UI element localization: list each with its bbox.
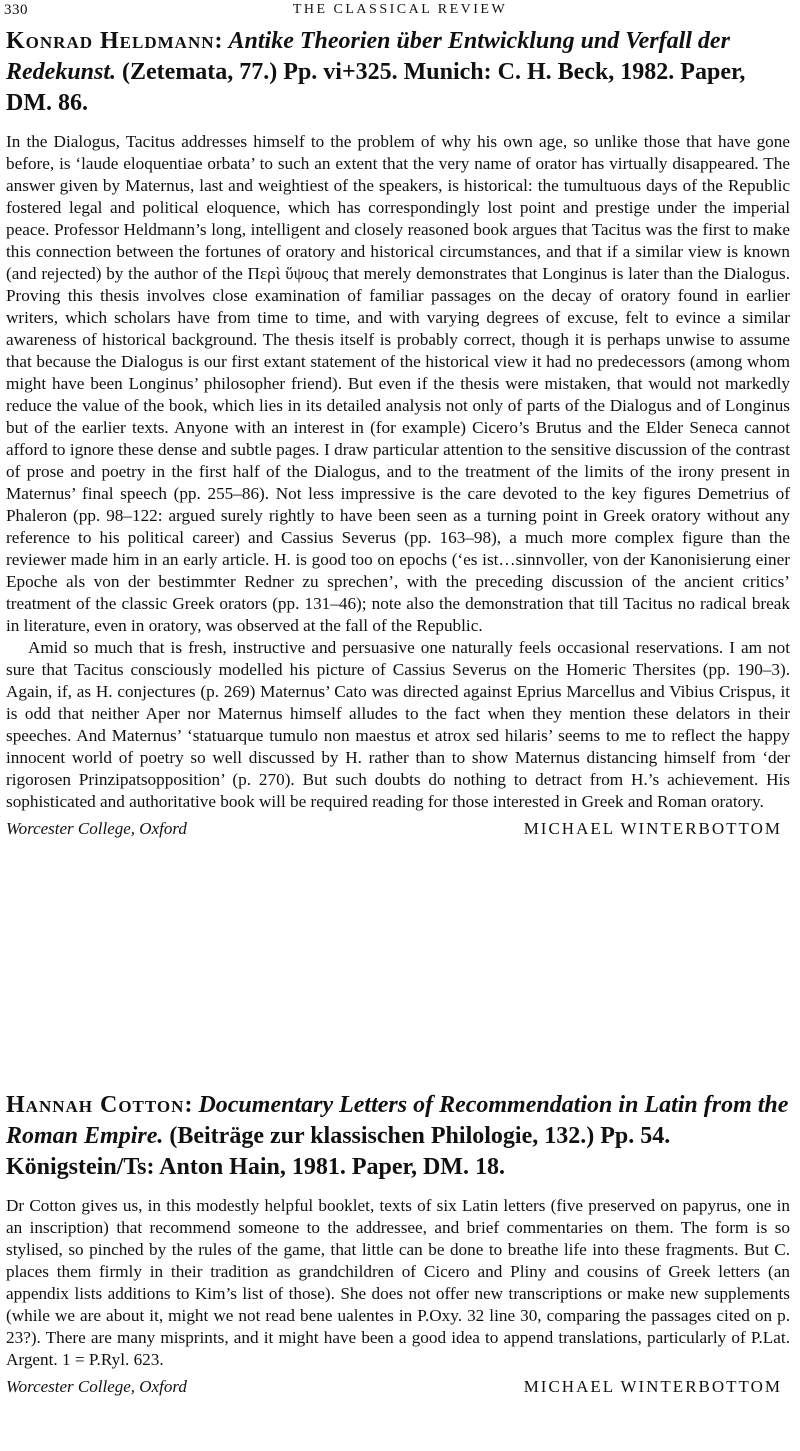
review-paragraph: Amid so much that is fresh, instructive and persuasive one naturally feels occasional reservations. I am not sure that Tacitus consciously modelled his picture of Cassius Severus on the Homeric Thersites (pp. 190–3). Again, if, as H. conjectures (p. 269) Maternus’ Cato was directed against Eprius Marcellus and Vibius Crispus, it is odd that neither Aper nor Maternus himself alludes to the fact when they mention these delators in their speeches. And Maternus’ ‘statuarque tumulo non maestus et atrox sed hilaris’ seems to me to reflect the happy innocent world of poetry so well discussed by H. rather than to show Maternus distancing himself from ‘der rigorosen Prinzipatsopposition’ (p. 270). But such doubts do nothing to detract from H.’s achievement. His sophisticated and authoritative book will be required reading for those interested in Greek and Roman oratory. — [6, 638, 790, 811]
reviewer-name: MICHAEL WINTERBOTTOM — [523, 1377, 782, 1396]
review-cotton — [6, 1090, 790, 1397]
review-paragraph: Dr Cotton gives us, in this modestly helpful booklet, texts of six Latin letters (five preserved on papyrus, one in an inscription) that recommend someone to the addressee, and brief commentaries on them. The form is so stylised, so pinched by the rules of the game, that little can be done to breathe life into these fragments. But C. places them firmly in their tradition as grandchildren of Cicero and Pliny and cousins of Greek letters (an appendix lists additions to Kim’s list of those). She does not offer new transcriptions or make new supplements (while we are about it, might we not read bene ualentes in P.Oxy. 32 line 30, comparing the passages cited on p. 23?). There are many misprints, and it might have been a good idea to append translations, particularly of P.Lat. Argent. 1 = P.Ryl. 623. — [6, 1196, 790, 1369]
review-signature — [6, 1377, 790, 1397]
review-heading: Hannah Cotton: Documentary Letters of Recommendation in Latin from the Roman Empire. (Beiträge zur klassischen Philologie, 132.) Pp. 54. Königstein/Ts: Anton Hain, 1981. Paper, DM. 18. — [6, 1092, 789, 1180]
review-body — [6, 1195, 790, 1371]
review-signature — [6, 819, 790, 839]
bibliographic-details: (Zetemata, 77.) Pp. vi+325. Munich: C. H. Beck, 1982. Paper, DM. 86. — [6, 59, 746, 116]
reviewer-institution: Worcester College, Oxford — [6, 819, 187, 838]
bibliographic-details: (Beiträge zur klassischen Philologie, 132.) Pp. 54. Königstein/Ts: Anton Hain, 1981. Paper, DM. 18. — [6, 1123, 671, 1180]
review-body — [6, 131, 790, 813]
review-paragraph: In the Dialogus, Tacitus addresses himself to the problem of why his own age, so unlike those that have gone before, is ‘laude eloquentiae orbata’ to such an extent that the very name of orator has virtually disappeared. The answer given by Maternus, last and weightiest of the speakers, is historical: the tumultuous days of the Republic fostered legal and political eloquence, which has correspondingly lost point and prestige under the imperial peace. Professor Heldmann’s long, intelligent and closely reasoned book argues that Tacitus was the first to make this connection between the fortunes of oratory and historical circumstances, and that if a similar view is known (and rejected) by the author of the Περὶ ὕψους that merely demonstrates that Longinus is later than the Dialogus. Proving this thesis involves close examination of familiar passages on the decay of oratory found in earlier writers, which scholars have from time to time, and with varying degrees of excuse, felt to evince a similar awareness of historical background. The thesis itself is probably correct, though it is perhaps unwise to assume that because the Dialogus is our first extant statement of the historical view it had no predecessors (among whom might have been Longinus’ philosopher friend). But even if the thesis were mistaken, that would not markedly reduce the value of the book, which lies in its detailed analysis not only of parts of the Dialogus and of Longinus but of the earlier texts. Anyone with an interest in (for example) Cicero’s Brutus and the Elder Seneca cannot afford to ignore these dense and subtle pages. I draw particular attention to the sensitive discussion of the contrast of prose and poetry in the first half of the Dialogus, and to the treatment of the limits of the irony present in Maternus’ final speech (pp. 255–86). Not less impressive is the care devoted to the key figures Demetrius of Phaleron (pp. 98–122: argued surely rightly to have been seen as a turning point in Greek oratory without any reference to his political career) and Cassius Severus (pp. 163–98), a much more complex figure than the reviewer made him in an early article. H. is good too on epochs (‘es ist…sinnvoller, von der Kanonisierung einer Epoche als von der bestimmter Redner zu sprechen’, with the preceding discussion of the ancient critics’ treatment of the classic Greek orators (pp. 131–46); note also the demonstration that till Tacitus no radical break in literature, even in oratory, was observed at the fall of the Republic. — [6, 132, 790, 635]
page-number: 330 — [4, 2, 28, 18]
reviewer-institution: Worcester College, Oxford — [6, 1377, 187, 1396]
book-author: Konrad Heldmann — [6, 28, 215, 54]
book-author: Hannah Cotton — [6, 1092, 185, 1118]
journal-title: THE CLASSICAL REVIEW — [292, 2, 508, 17]
running-header — [0, 0, 800, 24]
review-heading: Konrad Heldmann: Antike Theorien über Entwicklung und Verfall der Redekunst. (Zetemata, 77.) Pp. vi+325. Munich: C. H. Beck, 1982. Paper, DM. 86. — [6, 28, 746, 116]
reviewer-name: MICHAEL WINTERBOTTOM — [523, 819, 782, 838]
review-heldmann — [6, 26, 790, 839]
book-title: Documentary Letters of Recommendation in Latin from the Roman Empire. — [6, 1092, 789, 1149]
book-title: Antike Theorien über Entwicklung und Verfall der Redekunst. — [6, 28, 730, 85]
